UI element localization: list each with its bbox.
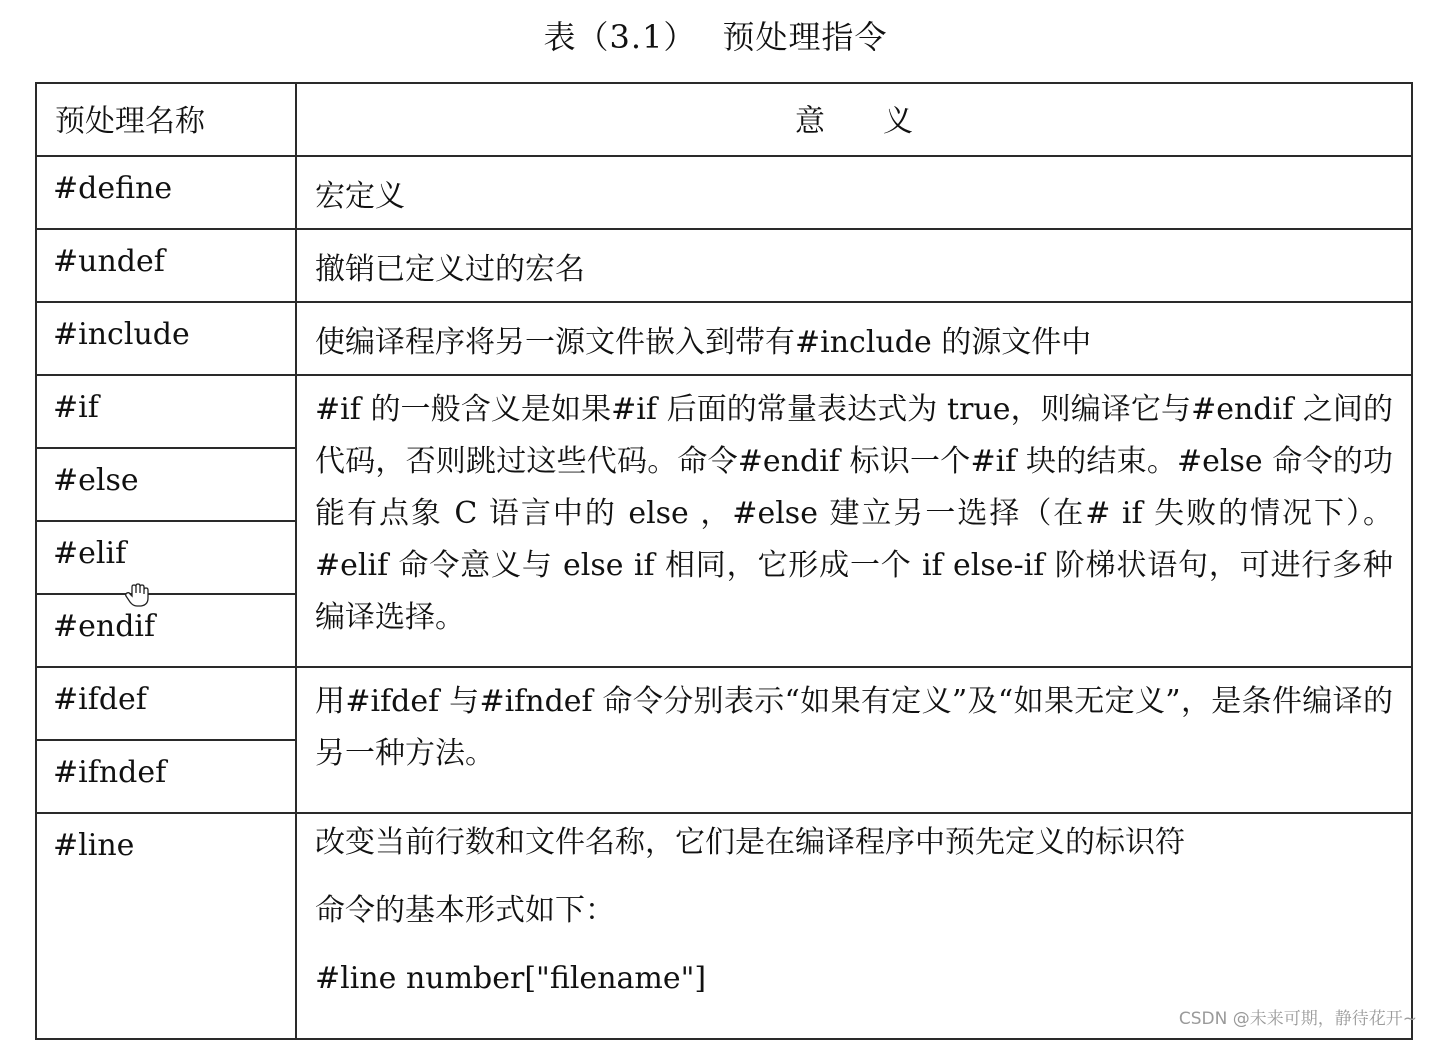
directive-meaning-cell xyxy=(296,229,1412,302)
directive-meaning-cell xyxy=(296,667,1412,813)
directive-name-cell xyxy=(36,229,296,302)
directive-name-cell xyxy=(36,156,296,229)
table-caption xyxy=(0,12,1431,58)
directive-name-cell xyxy=(36,448,296,521)
header-meaning-label-1: 意 xyxy=(795,104,825,139)
header-row xyxy=(36,83,1412,156)
directive-name: #elif xyxy=(53,536,127,571)
directive-table xyxy=(35,82,1413,1040)
directive-name-cell xyxy=(36,375,296,448)
table-row-include xyxy=(36,302,1412,375)
directive-meaning: 撤销已定义过的宏名 xyxy=(315,252,585,287)
header-name-label: 预处理名称 xyxy=(55,104,205,139)
directive-name-cell xyxy=(36,594,296,667)
directive-name: #define xyxy=(53,171,173,206)
line-meaning-1: 改变当前行数和文件名称，它们是在编译程序中预先定义的标识符 xyxy=(315,825,1185,860)
hand-pointer-icon xyxy=(124,582,150,608)
directive-name-cell xyxy=(36,813,296,1039)
directive-name: #else xyxy=(53,463,139,498)
directive-meaning: 用#ifdef 与#ifndef 命令分别表示“如果有定义”及“如果无定义”，是条件编译的另一种方法。 xyxy=(315,684,1393,771)
directive-meaning-cell xyxy=(296,375,1412,667)
directive-name: #include xyxy=(53,317,190,352)
directive-name: #ifndef xyxy=(53,755,167,790)
directive-name-cell xyxy=(36,302,296,375)
header-meaning-cell xyxy=(296,83,1412,156)
directive-name-cell xyxy=(36,740,296,813)
table-row-undef xyxy=(36,229,1412,302)
directive-name: #endif xyxy=(53,609,156,644)
directive-name: #if xyxy=(53,390,99,425)
directive-meaning: #if 的一般含义是如果#if 后面的常量表达式为 true，则编译它与#endif 之间的代码，否则跳过这些代码。命令#endif 标识一个#if 块的结束。#else 命令的功能有点象 C 语言中的 else ，#else 建立另一选择（在# if 失败的情况下）。#elif 命令意义与 else if 相同，它形成一个 if else-if 阶梯状语句，可进行多种编译选择。 xyxy=(315,392,1393,635)
directive-name: #ifdef xyxy=(53,682,147,717)
directive-meaning-cell xyxy=(296,156,1412,229)
directive-name-cell xyxy=(36,667,296,740)
directive-name: #undef xyxy=(53,244,165,279)
directive-meaning: 宏定义 xyxy=(315,179,405,214)
caption-number: 表（3.1） xyxy=(543,18,697,56)
header-meaning-label-2: 义 xyxy=(883,104,913,139)
directive-name: #line xyxy=(53,828,135,863)
directive-name-cell xyxy=(36,521,296,594)
directive-meaning: 使编译程序将另一源文件嵌入到带有#include 的源文件中 xyxy=(315,325,1092,360)
directive-meaning-cell xyxy=(296,302,1412,375)
watermark: CSDN @未来可期，静待花开~ xyxy=(1178,1009,1417,1029)
table-row-if xyxy=(36,375,1412,448)
line-meaning-block xyxy=(315,825,1393,996)
table-row-ifdef xyxy=(36,667,1412,740)
caption-title: 预处理指令 xyxy=(722,18,888,56)
line-meaning-3: #line number["filename"] xyxy=(315,961,707,996)
table-row-define xyxy=(36,156,1412,229)
line-meaning-2: 命令的基本形式如下： xyxy=(315,893,615,928)
header-name-cell xyxy=(36,83,296,156)
